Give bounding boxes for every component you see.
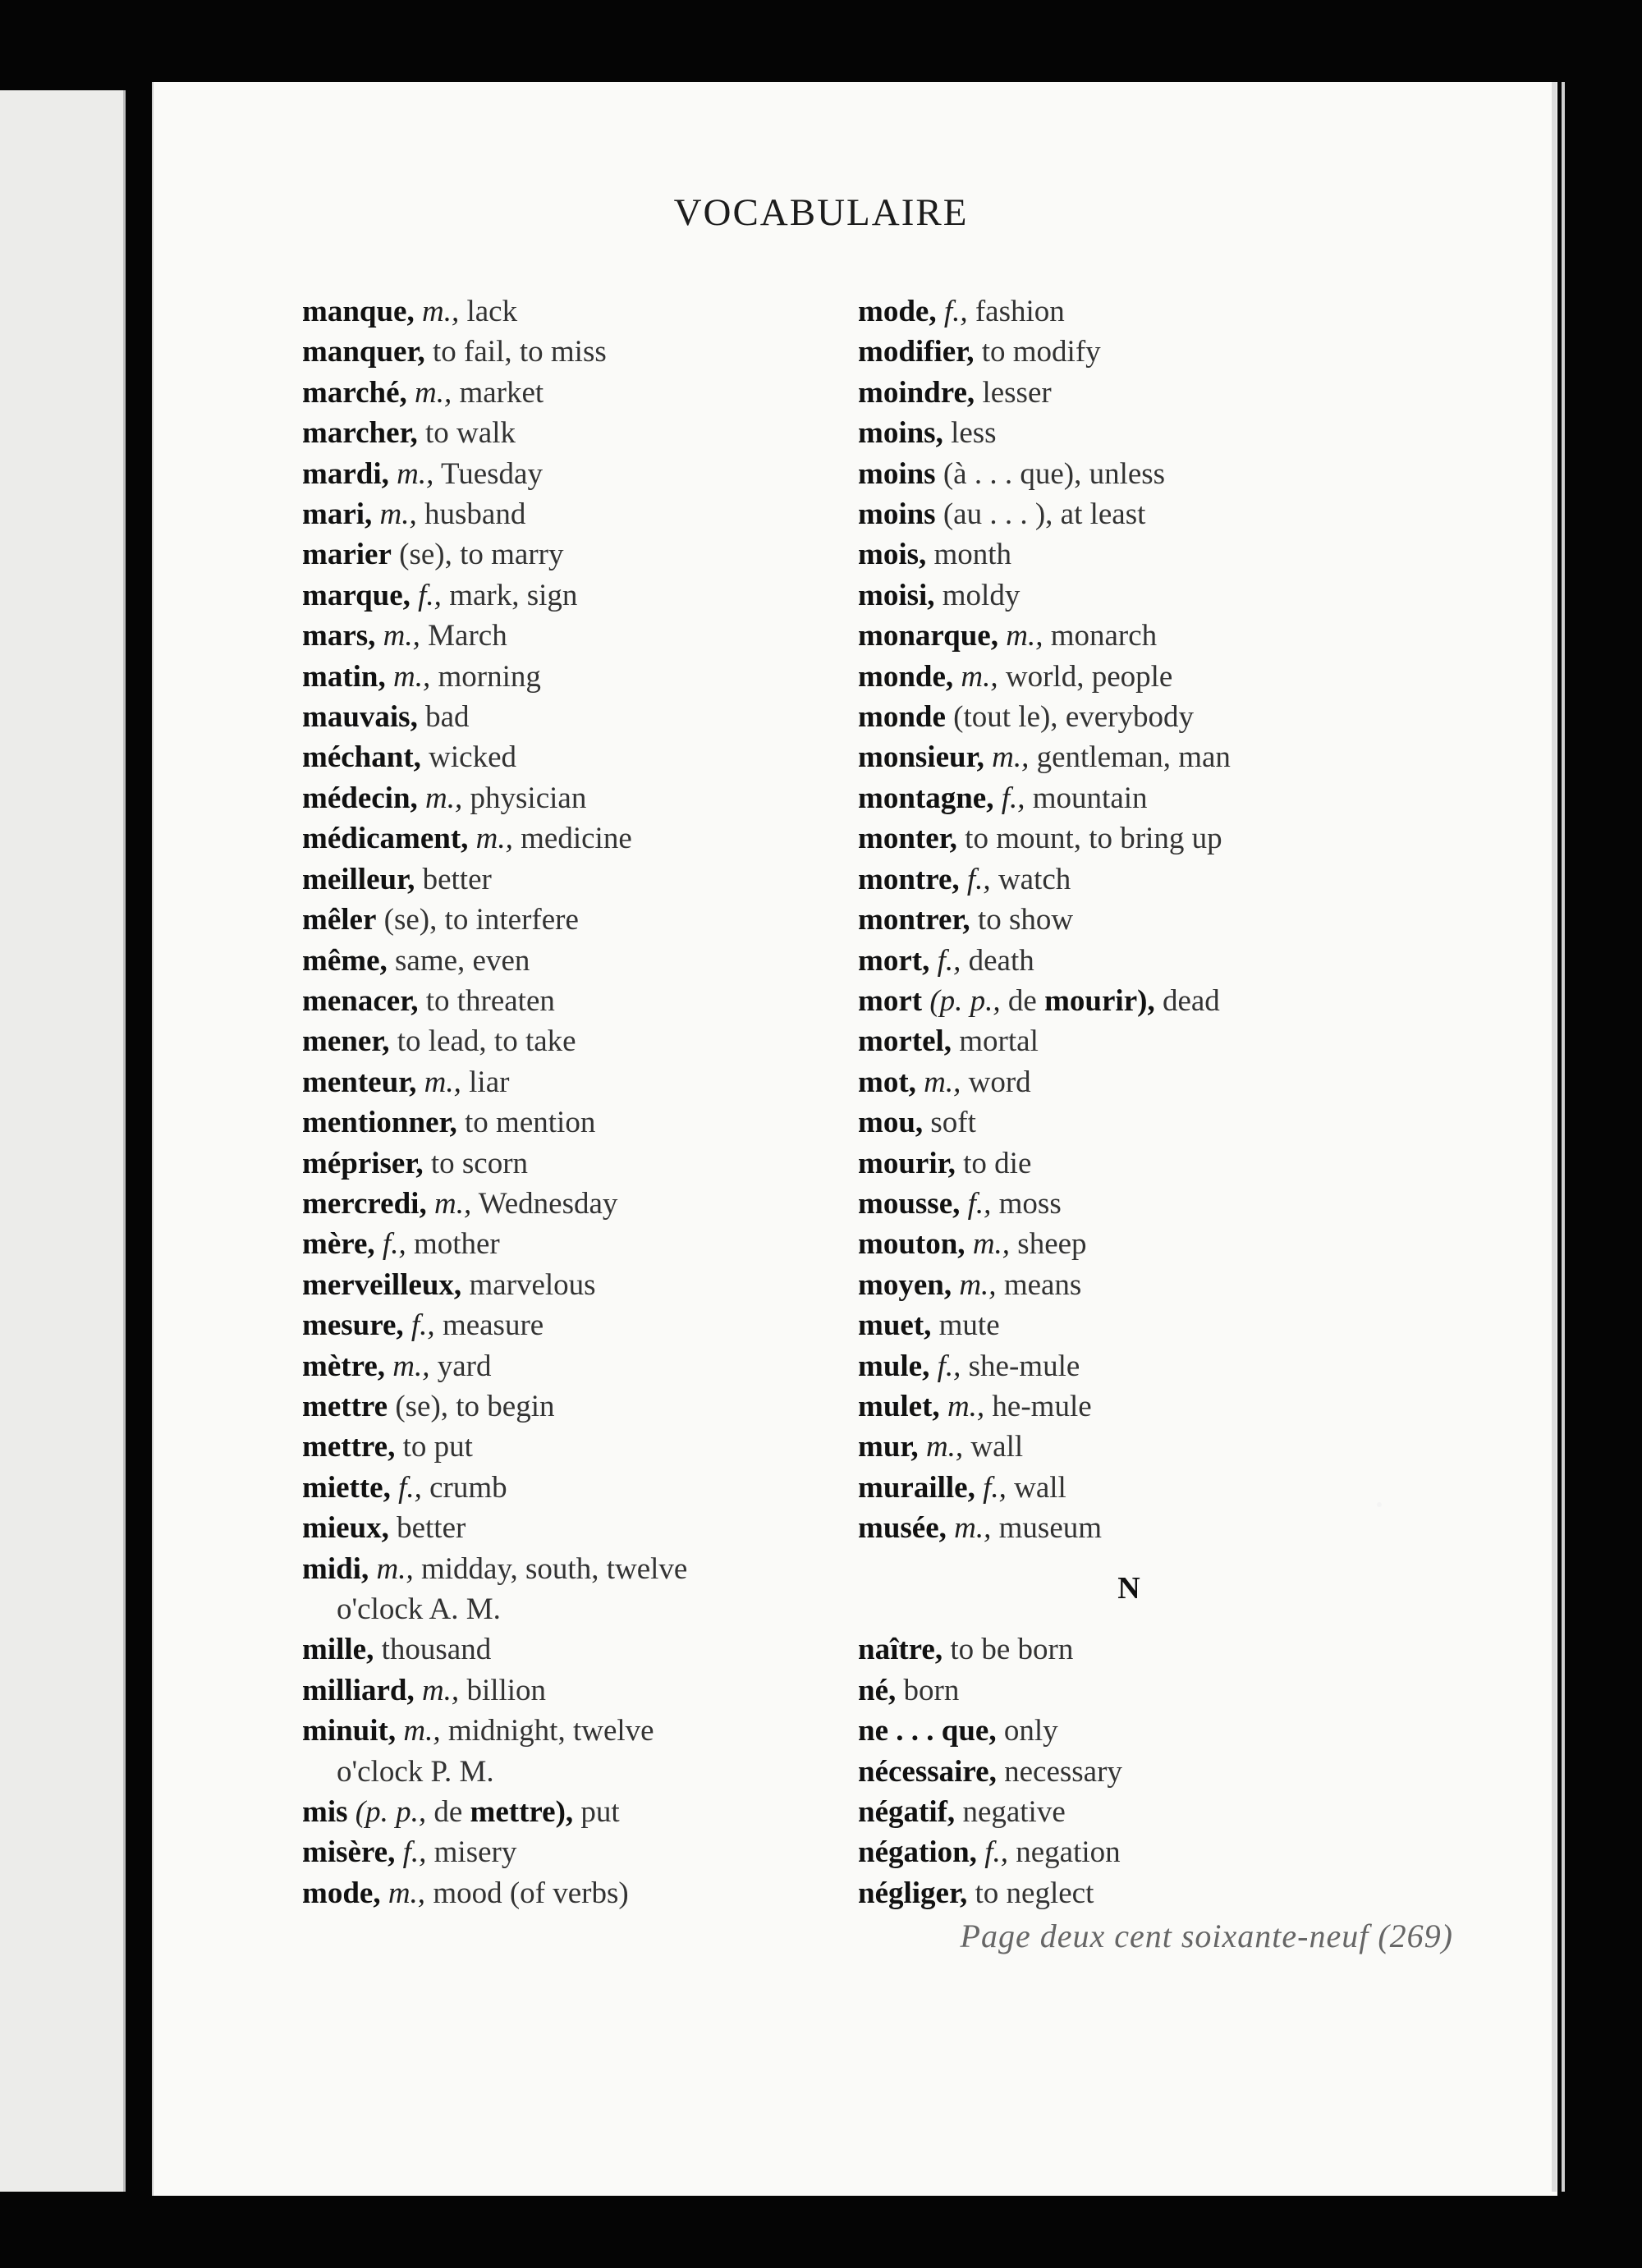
entry-headword: misère, [302, 1835, 396, 1870]
entry-definition: soft [930, 1106, 976, 1140]
entry-headword: mètre, [302, 1349, 385, 1383]
entry-definition: to mount, to bring up [965, 822, 1222, 856]
vocab-entry [302, 1021, 823, 1061]
entry-headword: meilleur, [302, 862, 415, 896]
entry-headword: monde, [858, 659, 954, 694]
entry-grammar: f., [983, 1470, 1007, 1505]
entry-headword: marcher, [302, 416, 418, 451]
vocab-entry [302, 454, 823, 494]
vocab-entry [302, 1711, 823, 1792]
entry-grammar: m., [959, 1267, 997, 1302]
vocab-entry [302, 1629, 823, 1670]
entry-definition: watch [998, 862, 1071, 896]
entry-definition: midday, south, twelve [420, 1551, 688, 1586]
vocab-entry [302, 332, 823, 372]
entry-headword: ne . . . que, [858, 1714, 997, 1748]
entry-headword: mort, [858, 943, 930, 978]
entry-headword: mois, [858, 538, 927, 572]
vocab-entry [302, 413, 823, 453]
entry-grammar: m., [425, 781, 463, 815]
entry-headword: moins [858, 456, 936, 491]
entry-crossref: mourir), [1044, 983, 1155, 1018]
entry-definition: gentleman, man [1036, 740, 1231, 775]
entry-headword: matin, [302, 659, 386, 694]
vocab-entry [302, 697, 823, 737]
entry-grammar: m., [475, 822, 513, 856]
vocab-entry [858, 1670, 1351, 1711]
entry-definition: born [903, 1673, 960, 1707]
page-edge [1562, 82, 1565, 2192]
entry-headword: marque, [302, 578, 410, 612]
vocab-entry [302, 900, 823, 940]
entry-headword: mars, [302, 619, 376, 653]
entry-definition: same, even [395, 943, 530, 978]
entry-grammar: m., [954, 1511, 992, 1546]
entry-definition: de [433, 1795, 463, 1830]
vocab-entry [858, 778, 1351, 818]
entry-headword: mouton, [858, 1227, 965, 1262]
entry-definition: he-mule [992, 1389, 1092, 1423]
entry-grammar: m., [992, 740, 1030, 775]
entry-headword: naître, [858, 1633, 943, 1667]
vocab-entry [302, 1792, 823, 1832]
vocab-entry [858, 1386, 1351, 1427]
entry-grammar: f., [943, 295, 968, 328]
entry-headword: médecin, [302, 781, 418, 815]
vocab-entry [302, 859, 823, 900]
entry-qualifier: (se), [383, 903, 438, 937]
entry-grammar: m., [376, 1551, 414, 1586]
entry-definition: to modify [981, 335, 1101, 369]
entry-definition: lesser [982, 375, 1052, 410]
vocab-entry [302, 1832, 823, 1872]
entry-headword: mourir, [858, 1146, 956, 1180]
entry-headword: minuit, [302, 1714, 397, 1748]
entry-headword: moisi, [858, 578, 935, 612]
entry-definition: morning [438, 659, 541, 694]
entry-definition: moldy [942, 578, 1021, 612]
vocab-entry [858, 616, 1351, 656]
entry-headword: mauvais, [302, 700, 418, 735]
vocab-entry [858, 900, 1351, 940]
entry-grammar: f., [418, 578, 442, 612]
vocab-entry [858, 1143, 1351, 1184]
entry-headword: mort [858, 983, 923, 1018]
entry-definition: at least [1060, 497, 1146, 532]
entry-definition: March [428, 619, 507, 653]
entry-definition: thousand [381, 1633, 492, 1667]
entry-grammar: m., [947, 1389, 985, 1423]
entry-grammar: m., [397, 456, 434, 491]
entry-definition: month [933, 538, 1012, 572]
entry-definition: marvelous [469, 1267, 596, 1302]
vocab-entry [858, 413, 1351, 453]
entry-grammar: f., [398, 1470, 422, 1505]
vocab-entry [858, 1224, 1351, 1264]
entry-grammar: m., [392, 1349, 430, 1383]
vocab-entry [302, 1346, 823, 1386]
vocab-entry [858, 1427, 1351, 1467]
entry-headword: miette, [302, 1470, 391, 1505]
entry-headword: mettre [302, 1389, 388, 1423]
entry-headword: mis [302, 1795, 348, 1830]
vocab-entry [302, 1873, 823, 1913]
entry-definition: everybody [1065, 700, 1194, 735]
entry-definition: to put [402, 1430, 473, 1464]
entry-grammar: f., [410, 1308, 435, 1343]
entry-definition: bad [425, 700, 470, 735]
entry-definition: physician [470, 781, 587, 815]
entry-headword: montrer, [858, 903, 970, 937]
entry-definition: to begin [456, 1389, 555, 1423]
entry-grammar: f., [402, 1835, 427, 1870]
entry-definition: sheep [1017, 1227, 1087, 1262]
entry-grammar: f., [382, 1227, 406, 1262]
entry-definition: moss [998, 1186, 1062, 1221]
vocab-entry [858, 1021, 1351, 1061]
vocab-entry [858, 1102, 1351, 1143]
vocab-entry [858, 737, 1351, 777]
entry-definition: world, people [1005, 659, 1173, 694]
entry-definition: yard [437, 1349, 492, 1383]
entry-headword: mesure, [302, 1308, 404, 1343]
entry-definition: dead [1162, 983, 1220, 1018]
entry-definition: to mention [465, 1106, 596, 1140]
page-title: VOCABULAIRE [673, 191, 969, 234]
entry-definition: market [459, 375, 544, 410]
vocab-entry [302, 291, 823, 332]
vocab-entry [302, 1102, 823, 1143]
vocabulary-column-left [302, 291, 823, 1913]
entry-definition: misery [433, 1835, 517, 1870]
entry-definition: negation [1016, 1835, 1121, 1870]
vocab-entry [858, 1346, 1351, 1386]
vocab-entry [302, 941, 823, 981]
entry-headword: mot, [858, 1065, 916, 1099]
entry-definition: necessary [1004, 1754, 1122, 1789]
entry-definition: to threaten [425, 983, 555, 1018]
vocab-entry [858, 818, 1351, 859]
entry-grammar: f., [937, 1349, 961, 1383]
entry-definition: word [968, 1065, 1031, 1099]
entry-grammar: f., [967, 1186, 992, 1221]
entry-definition: mark, sign [449, 578, 578, 612]
entry-headword: mari, [302, 497, 373, 532]
entry-grammar: m., [393, 659, 431, 694]
vocab-entry [858, 1752, 1351, 1792]
entry-grammar: f., [984, 1835, 1008, 1870]
entry-grammar: m., [925, 1430, 964, 1464]
entry-grammar: f., [1001, 781, 1025, 815]
entry-definition: midnight, twelve [447, 1714, 654, 1748]
entry-definition: to interfere [444, 903, 579, 937]
entry-definition: only [1003, 1714, 1058, 1748]
vocab-entry [302, 1386, 823, 1427]
vocab-entry [302, 1224, 823, 1264]
entry-definition: medicine [521, 822, 632, 856]
entry-definition: measure [442, 1308, 544, 1343]
entry-qualifier: (au . . . ), [943, 497, 1053, 532]
entry-grammar: m., [1006, 619, 1043, 653]
vocab-entry [858, 1629, 1351, 1670]
entry-definition: to walk [425, 416, 516, 451]
entry-definition-continued: o'clock P. M. [337, 1754, 494, 1789]
entry-qualifier: (se), [395, 1389, 449, 1423]
entry-grammar: m., [433, 1186, 472, 1221]
entry-headword: mieux, [302, 1511, 389, 1546]
entry-definition: less [951, 416, 997, 451]
entry-headword: menteur, [302, 1065, 417, 1099]
page-edge [1552, 82, 1557, 2192]
vocab-entry [858, 1265, 1351, 1305]
entry-headword: mercredi, [302, 1186, 427, 1221]
entry-crossref: mettre), [470, 1795, 574, 1830]
vocab-entry [302, 534, 823, 575]
entry-headword: mulet, [858, 1389, 940, 1423]
entry-headword: marché, [302, 375, 407, 410]
entry-definition: wicked [429, 740, 517, 775]
entry-definition: Wednesday [478, 1186, 618, 1221]
entry-grammar: m., [421, 1673, 460, 1707]
entry-definition: negative [962, 1795, 1066, 1830]
vocab-entry [302, 1549, 823, 1630]
entry-grammar: m., [383, 619, 420, 653]
entry-grammar: (p. p., [929, 983, 1001, 1018]
entry-definition: Tuesday [440, 456, 543, 491]
entry-headword: mortel, [858, 1024, 952, 1059]
vocab-entry [302, 1670, 823, 1711]
entry-headword: mode, [858, 295, 937, 328]
vocab-entry [302, 981, 823, 1021]
vocab-entry [858, 1468, 1351, 1508]
entry-headword: mère, [302, 1227, 375, 1262]
page-footer: Page deux cent soixante-neuf (269) [960, 1917, 1453, 1954]
entry-definition: unless [1089, 456, 1166, 491]
entry-headword: manque, [302, 295, 415, 328]
vocab-entry [858, 941, 1351, 981]
entry-headword: milliard, [302, 1673, 415, 1707]
vocab-entry [302, 737, 823, 777]
entry-grammar: m., [388, 1876, 426, 1910]
entry-definition: better [422, 862, 492, 896]
entry-definition: to fail, to miss [433, 335, 607, 369]
vocab-entry [302, 616, 823, 656]
entry-grammar: m., [424, 1065, 461, 1099]
vocab-entry [858, 534, 1351, 575]
vocab-entry [858, 1062, 1351, 1102]
entry-definition: fashion [975, 295, 1065, 328]
entry-headword: mardi, [302, 456, 389, 491]
entry-definition: to show [977, 903, 1074, 937]
entry-definition: lack [466, 295, 518, 328]
entry-headword: moins, [858, 416, 943, 451]
entry-grammar: m., [961, 659, 998, 694]
entry-headword: moyen, [858, 1267, 952, 1302]
entry-headword: monsieur, [858, 740, 984, 775]
entry-headword: mêler [302, 903, 377, 937]
entry-headword: menacer, [302, 983, 419, 1018]
vocab-entry [858, 657, 1351, 697]
facing-page-edge [0, 90, 126, 2192]
vocab-entry [302, 1062, 823, 1102]
entry-definition: crumb [429, 1470, 507, 1505]
entry-definition: mute [938, 1308, 1000, 1343]
vocab-entry [858, 575, 1351, 616]
vocab-entry [858, 291, 1351, 332]
entry-headword: mépriser, [302, 1146, 424, 1180]
entry-definition: she-mule [968, 1349, 1080, 1383]
entry-grammar: m., [403, 1714, 441, 1748]
vocab-entry [858, 859, 1351, 900]
entry-headword: mentionner, [302, 1106, 457, 1140]
entry-headword: mur, [858, 1430, 919, 1464]
vocab-entry [302, 494, 823, 534]
vocab-entry [302, 1305, 823, 1345]
vocab-entry [858, 1711, 1351, 1751]
vocab-entry [858, 1184, 1351, 1224]
entry-headword: mule, [858, 1349, 930, 1383]
entry-qualifier: (tout le), [953, 700, 1058, 735]
vocab-entry [858, 1873, 1351, 1913]
entry-grammar: f., [966, 862, 991, 896]
entry-headword: mener, [302, 1024, 390, 1059]
vocab-entry [302, 373, 823, 413]
entry-headword: négliger, [858, 1876, 968, 1910]
entry-definition: death [968, 943, 1034, 978]
vocab-entry [302, 778, 823, 818]
entry-headword: moins [858, 497, 936, 532]
entry-headword: muraille, [858, 1470, 975, 1505]
vocab-entry [858, 373, 1351, 413]
vocab-entry [302, 575, 823, 616]
entry-headword: mettre, [302, 1430, 396, 1464]
entry-headword: moindre, [858, 375, 975, 410]
entry-grammar: f., [937, 943, 961, 978]
entry-headword: mousse, [858, 1186, 961, 1221]
entry-headword: négation, [858, 1835, 977, 1870]
entry-definition: to lead, to take [397, 1024, 576, 1059]
entry-definition: billion [466, 1673, 547, 1707]
entry-definition: better [397, 1511, 466, 1546]
entry-headword: manquer, [302, 335, 425, 369]
entry-headword: monter, [858, 822, 957, 856]
entry-headword: merveilleux, [302, 1267, 462, 1302]
vocab-entry [858, 697, 1351, 737]
vocab-entry [858, 1508, 1351, 1548]
entry-definition: husband [424, 497, 526, 532]
entry-headword: mode, [302, 1876, 381, 1910]
entry-definition: to neglect [975, 1876, 1094, 1910]
entry-definition: wall [1014, 1470, 1066, 1505]
entry-definition: mood (of verbs) [433, 1876, 629, 1910]
vocab-entry [302, 1143, 823, 1184]
entry-definition: museum [998, 1511, 1103, 1546]
entry-definition: means [1003, 1267, 1082, 1302]
vocab-entry [858, 1305, 1351, 1345]
vocab-entry [302, 657, 823, 697]
entry-definition: wall [970, 1430, 1024, 1464]
entry-grammar: (p. p., [355, 1795, 427, 1830]
entry-definition: de [1007, 983, 1037, 1018]
vocab-entry [858, 981, 1351, 1021]
vocab-entry [302, 1508, 823, 1548]
vocab-entry [858, 494, 1351, 534]
entry-grammar: m., [924, 1065, 961, 1099]
entry-headword: modifier, [858, 335, 975, 369]
entry-headword: montre, [858, 862, 960, 896]
vocab-entry [858, 454, 1351, 494]
entry-grammar: m., [379, 497, 417, 532]
entry-headword: négatif, [858, 1795, 956, 1830]
entry-headword: médicament, [302, 822, 469, 856]
entry-definition: to scorn [430, 1146, 529, 1180]
entry-headword: muet, [858, 1308, 932, 1343]
entry-headword: mille, [302, 1633, 374, 1667]
entry-definition: put [580, 1795, 620, 1830]
paper-speck [1377, 1502, 1382, 1507]
entry-definition: monarch [1050, 619, 1158, 653]
entry-definition: to marry [460, 538, 564, 572]
entry-definition: mountain [1032, 781, 1148, 815]
vocab-entry [302, 1184, 823, 1224]
entry-headword: mou, [858, 1106, 924, 1140]
entry-qualifier: (à . . . que), [943, 456, 1082, 491]
vocab-entry [858, 1792, 1351, 1832]
vocab-entry [302, 1265, 823, 1305]
vocab-entry [858, 1832, 1351, 1872]
entry-grammar: m., [972, 1227, 1011, 1262]
vocab-entry [302, 1427, 823, 1467]
vocab-entry [302, 1468, 823, 1508]
entry-headword: nécessaire, [858, 1754, 997, 1789]
entry-grammar: m., [421, 295, 460, 328]
entry-headword: montagne, [858, 781, 994, 815]
vocab-entry [302, 818, 823, 859]
entry-definition: to die [963, 1146, 1032, 1180]
entry-qualifier: (se), [399, 538, 452, 572]
vocab-entry [858, 332, 1351, 372]
entry-headword: marier [302, 538, 392, 572]
entry-headword: monde [858, 700, 946, 735]
entry-definition: mortal [959, 1024, 1039, 1059]
entry-definition: to be born [950, 1633, 1074, 1667]
entry-headword: musée, [858, 1511, 947, 1546]
entry-headword: midi, [302, 1551, 369, 1586]
entry-headword: monarque, [858, 619, 998, 653]
vocabulary-column-right [858, 291, 1351, 1913]
entry-definition: mother [413, 1227, 500, 1262]
entry-grammar: m., [415, 375, 452, 410]
entry-definition-continued: o'clock A. M. [337, 1592, 501, 1626]
entry-headword: même, [302, 943, 388, 978]
entry-headword: méchant, [302, 740, 421, 775]
entry-definition: liar [469, 1065, 510, 1099]
entry-headword: né, [858, 1673, 897, 1707]
section-letter: N [1117, 1571, 1140, 1606]
